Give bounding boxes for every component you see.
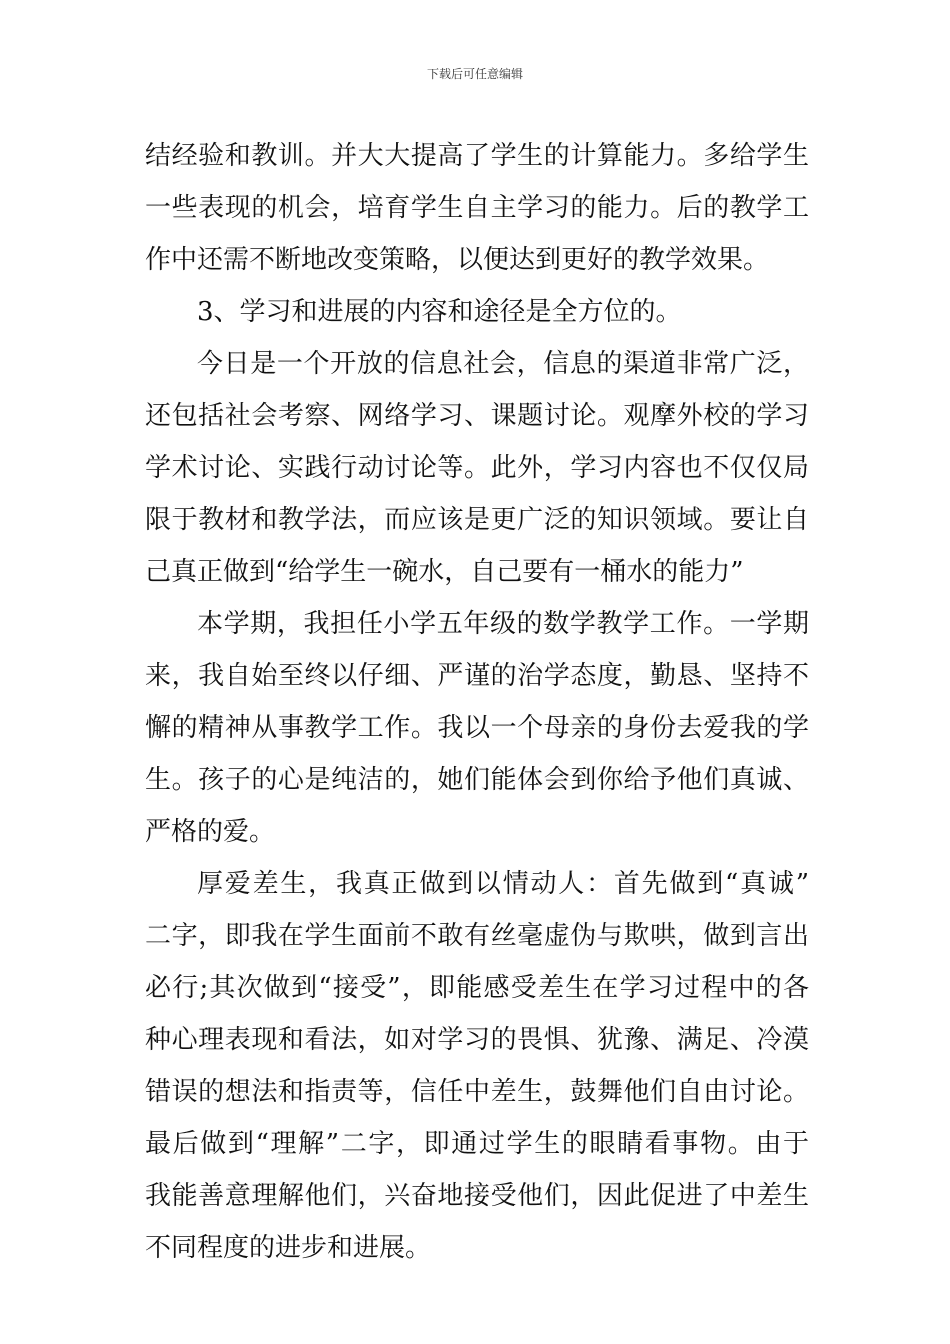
text-line: 严格的爱。 xyxy=(145,817,276,847)
text-line: 还包括社会考察、网络学习、课题讨论。观摩外校的学习 xyxy=(145,401,809,431)
text-line: 种心理表现和看法，如对学习的畏惧、犹豫、满足、冷漠 xyxy=(145,1025,809,1055)
text-line: 来，我自始至终以仔细、严谨的治学态度，勤恳、坚持不 xyxy=(145,661,809,691)
text-line: 己真正做到“给学生一碗水，自己要有一桶水的能力” xyxy=(145,557,744,587)
text-line: 一些表现的机会，培育学生自主学习的能力。后的教学工 xyxy=(145,193,809,223)
text-line: 必行;其次做到“接受”，即能感受差生在学习过程中的各 xyxy=(145,973,809,1003)
text-line: 限于教材和教学法，而应该是更广泛的知识领域。要让自 xyxy=(145,505,809,535)
page-header: 下载后可任意编辑 xyxy=(426,67,523,81)
text-line: 作中还需不断地改变策略，以便达到更好的教学效果。 xyxy=(145,245,770,275)
text-line: 最后做到“理解”二字，即通过学生的眼睛看事物。由于 xyxy=(145,1129,809,1159)
text-line: 今日是一个开放的信息社会，信息的渠道非常广泛， xyxy=(197,349,809,379)
text-line: 结经验和教训。并大大提高了学生的计算能力。多给学生 xyxy=(145,141,809,171)
text-line: 本学期，我担任小学五年级的数学教学工作。一学期 xyxy=(197,609,809,639)
text-line: 学术讨论、实践行动讨论等。此外，学习内容也不仅仅局 xyxy=(145,453,809,483)
text-line: 我能善意理解他们，兴奋地接受他们，因此促进了中差生 xyxy=(145,1181,809,1211)
text-line: 厚爱差生，我真正做到以情动人：首先做到“真诚” xyxy=(197,869,809,899)
text-line: 3、学习和进展的内容和途径是全方位的。 xyxy=(197,297,682,327)
text-line: 二字，即我在学生面前不敢有丝毫虚伪与欺哄，做到言出 xyxy=(145,921,809,951)
document-body xyxy=(145,130,809,1274)
text-line: 错误的想法和指责等，信任中差生，鼓舞他们自由讨论。 xyxy=(145,1077,809,1107)
text-line: 不同程度的进步和进展。 xyxy=(145,1233,432,1263)
text-line: 懈的精神从事教学工作。我以一个母亲的身份去爱我的学 xyxy=(145,713,809,743)
text-line: 生。孩子的心是纯洁的，她们能体会到你给予他们真诚、 xyxy=(145,765,809,795)
